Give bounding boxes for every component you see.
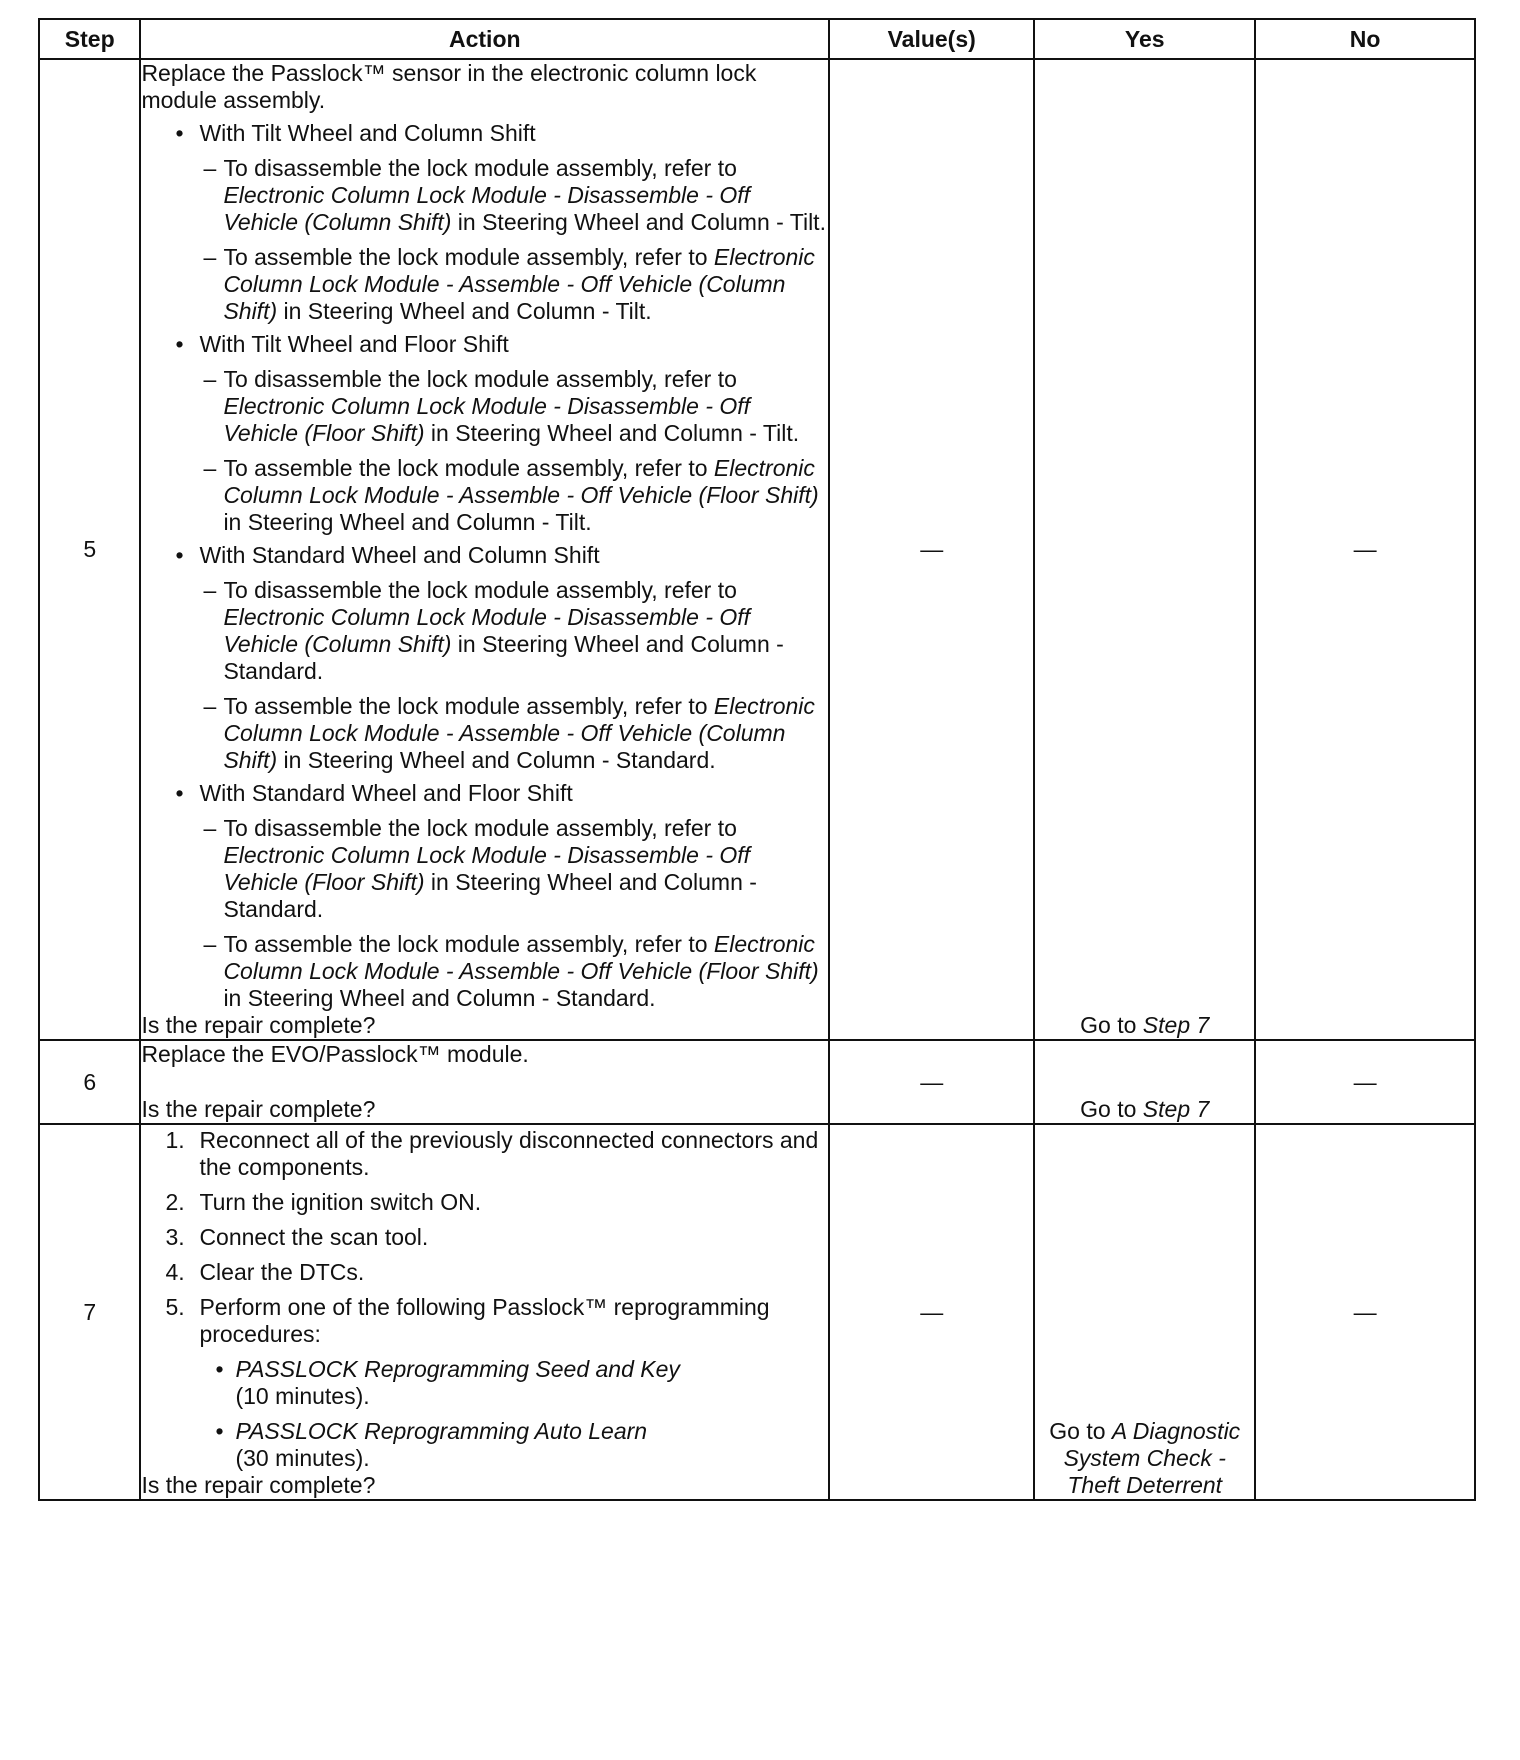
repair-question: Is the repair complete? — [141, 1472, 376, 1498]
dash-item: – To disassemble the lock module assembly, refer to Electronic Column Lock Module - Disassemble - Off Vehicle (Floor Shift) in Steering Wheel and Column - Tilt. — [141, 366, 828, 447]
table-row-step-5 — [39, 59, 1475, 1040]
numbered-step: 2. Turn the ignition switch ON. — [165, 1189, 482, 1215]
reference-link: Electronic Column Lock Module - Disassemble - Off Vehicle (Column Shift) — [223, 604, 751, 657]
yes-cell: Go to Step 7 — [1034, 1040, 1255, 1124]
value-cell: — — [829, 1124, 1034, 1500]
header-row — [39, 19, 1475, 59]
diagnostic-table — [38, 18, 1476, 1501]
numbered-step: 4. Clear the DTCs. — [165, 1259, 365, 1285]
table-row-step-6 — [39, 1040, 1475, 1124]
reference-link: Electronic Column Lock Module - Assemble - Off Vehicle (Column Shift) — [223, 244, 815, 324]
step-number: 5 — [39, 59, 140, 1040]
bullet-item: • With Tilt Wheel and Floor Shift — [141, 331, 828, 358]
reference-link: Electronic Column Lock Module - Disassemble - Off Vehicle (Column Shift) — [223, 182, 751, 235]
table-row-step-7 — [39, 1124, 1475, 1500]
dash-item: – To assemble the lock module assembly, refer to Electronic Column Lock Module - Assemble - Off Vehicle (Floor Shift) in Steering Wheel and Column - Tilt. — [141, 455, 828, 536]
header-no: No — [1255, 19, 1475, 59]
dash-item: – To disassemble the lock module assembly, refer to Electronic Column Lock Module - Disassemble - Off Vehicle (Column Shift) in Steering Wheel and Column - Standard. — [141, 577, 828, 685]
no-cell: — — [1255, 59, 1475, 1040]
numbered-step: 1. Reconnect all of the previously disconnected connectors and the components. — [165, 1127, 819, 1180]
dash-item: – To assemble the lock module assembly, refer to Electronic Column Lock Module - Assemble - Off Vehicle (Column Shift) in Steering Wheel and Column - Tilt. — [141, 244, 828, 325]
step-number: 6 — [39, 1040, 140, 1124]
reference-link: Electronic Column Lock Module - Assemble - Off Vehicle (Floor Shift) — [223, 455, 819, 508]
repair-question: Is the repair complete? — [141, 1012, 376, 1038]
numbered-step: 3. Connect the scan tool. — [165, 1224, 429, 1250]
action-intro: Replace the EVO/Passlock™ module. — [141, 1041, 529, 1067]
no-cell: — — [1255, 1040, 1475, 1124]
yes-reference: Step 7 — [1142, 1012, 1210, 1038]
reference-link: Electronic Column Lock Module - Disassemble - Off Vehicle (Floor Shift) — [223, 842, 751, 895]
dash-item: – To assemble the lock module assembly, refer to Electronic Column Lock Module - Assemble - Off Vehicle (Column Shift) in Steering Wheel and Column - Standard. — [141, 693, 828, 774]
header-step: Step — [39, 19, 140, 59]
action-intro: Replace the Passlock™ sensor in the electronic column lock module assembly. — [141, 60, 757, 113]
dash-item: – To assemble the lock module assembly, refer to Electronic Column Lock Module - Assemble - Off Vehicle (Floor Shift) in Steering Wheel and Column - Standard. — [141, 931, 828, 1012]
action-cell — [140, 59, 829, 1040]
numbered-step: 5. Perform one of the following Passlock™ reprogramming procedures: — [165, 1294, 770, 1347]
sub-bullet-item: • PASSLOCK Reprogramming Seed and Key (10 minutes). — [141, 1356, 828, 1410]
step-number: 7 — [39, 1124, 140, 1500]
reference-link: Electronic Column Lock Module - Assemble - Off Vehicle (Floor Shift) — [223, 931, 819, 984]
value-cell: — — [829, 59, 1034, 1040]
header-values: Value(s) — [829, 19, 1034, 59]
bullet-item: • With Standard Wheel and Floor Shift — [141, 780, 828, 807]
yes-reference: Step 7 — [1142, 1096, 1210, 1122]
repair-question: Is the repair complete? — [141, 1096, 376, 1122]
no-cell: — — [1255, 1124, 1475, 1500]
yes-reference: A Diagnostic System Check - Theft Deterrent — [1063, 1418, 1241, 1498]
header-yes: Yes — [1034, 19, 1255, 59]
action-cell — [140, 1124, 829, 1500]
bullet-item: • With Standard Wheel and Column Shift — [141, 542, 828, 569]
reference-link: PASSLOCK Reprogramming Auto Learn — [235, 1418, 648, 1444]
dash-item: – To disassemble the lock module assembly, refer to Electronic Column Lock Module - Disassemble - Off Vehicle (Floor Shift) in Steering Wheel and Column - Standard. — [141, 815, 828, 923]
dash-item: – To disassemble the lock module assembly, refer to Electronic Column Lock Module - Disassemble - Off Vehicle (Column Shift) in Steering Wheel and Column - Tilt. — [141, 155, 828, 236]
reference-link: Electronic Column Lock Module - Disassemble - Off Vehicle (Floor Shift) — [223, 393, 751, 446]
action-cell — [140, 1040, 829, 1124]
yes-cell: Go to A Diagnostic System Check - Theft Deterrent — [1034, 1124, 1255, 1500]
bullet-item: • With Tilt Wheel and Column Shift — [141, 120, 828, 147]
reference-link: PASSLOCK Reprogramming Seed and Key — [235, 1356, 680, 1382]
sub-bullet-item: • PASSLOCK Reprogramming Auto Learn (30 minutes). — [141, 1418, 828, 1472]
reference-link: Electronic Column Lock Module - Assemble - Off Vehicle (Column Shift) — [223, 693, 815, 773]
header-action: Action — [140, 19, 829, 59]
yes-cell: Go to Step 7 — [1034, 59, 1255, 1040]
value-cell: — — [829, 1040, 1034, 1124]
